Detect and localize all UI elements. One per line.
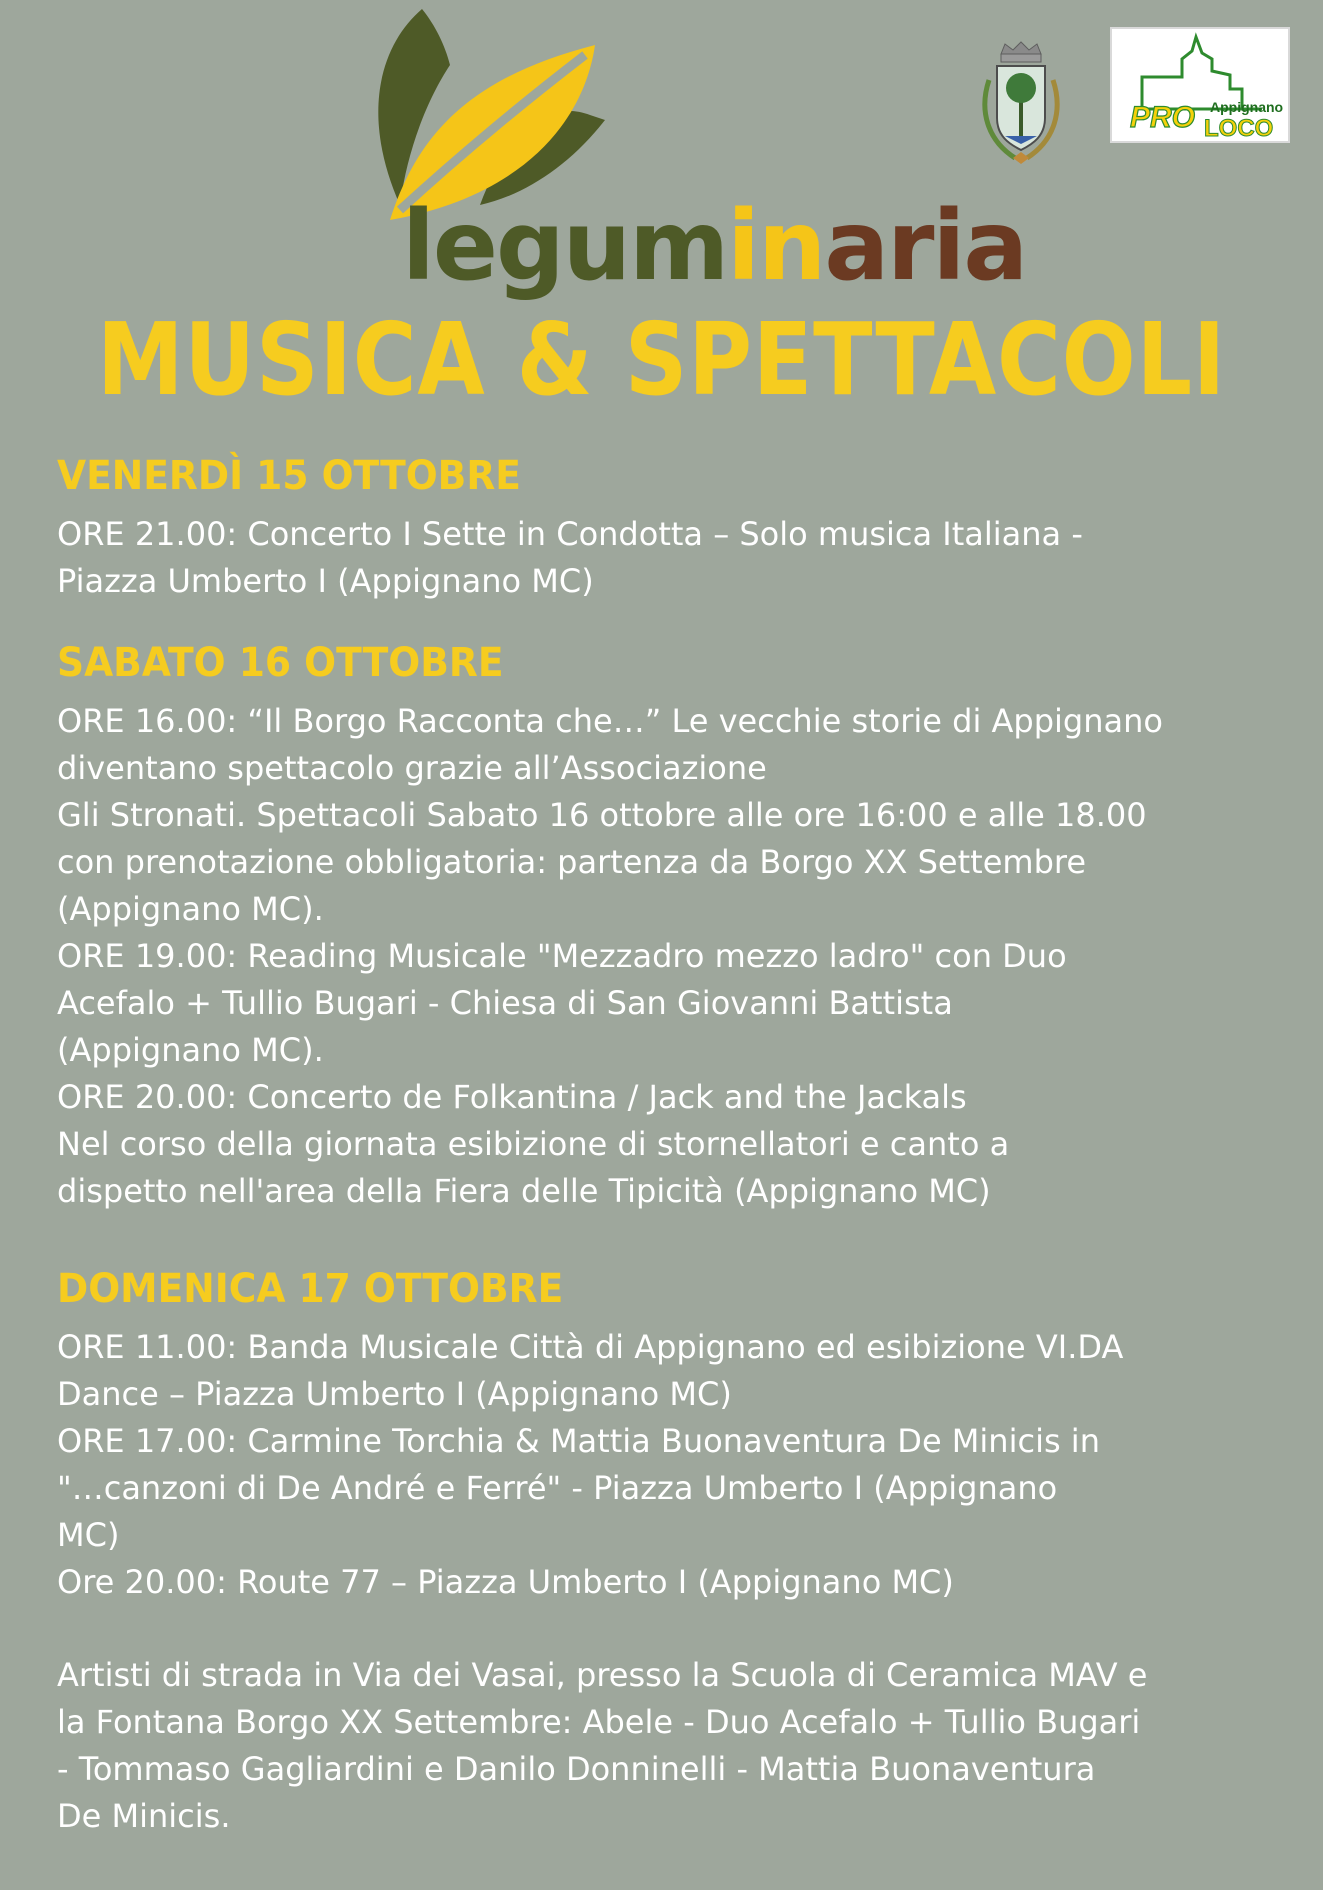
day-section-sunday	[57, 1261, 1307, 1606]
event-line: MC)	[57, 1516, 120, 1554]
appignano-crest-icon	[975, 40, 1067, 168]
event-line: con prenotazione obbligatoria: partenza da Borgo XX Settembre	[57, 843, 1087, 881]
page-title: MUSICA & SPETTACOLI	[96, 301, 1227, 418]
event-line: dispetto nell'area della Fiera delle Tipicità (Appignano MC)	[57, 1172, 991, 1210]
day-section-friday	[57, 448, 1307, 605]
event-line: (Appignano MC).	[57, 1031, 324, 1069]
proloco-logo	[1110, 27, 1290, 143]
schedule-content	[57, 448, 1307, 1840]
day-heading: DOMENICA 17 OTTOBRE	[57, 1266, 564, 1312]
event-line: diventano spettacolo grazie all’Associazione	[57, 749, 767, 787]
day-heading: VENERDÌ 15 OTTOBRE	[57, 453, 521, 499]
day-heading: SABATO 16 OTTOBRE	[57, 640, 504, 686]
proloco-loco-text: LOCO	[1204, 115, 1274, 142]
event-line: ORE 20.00: Concerto de Folkantina / Jack and the Jackals	[57, 1078, 967, 1116]
event-line: ORE 21.00: Concerto I Sette in Condotta – Solo musica Italiana -	[57, 515, 1083, 553]
event-line: ORE 16.00: “Il Borgo Racconta che…” Le vecchie storie di Appignano	[57, 702, 1163, 740]
leguminaria-wordmark	[402, 190, 1027, 302]
footer-line: la Fontana Borgo XX Settembre: Abele - Duo Acefalo + Tullio Bugari	[57, 1703, 1141, 1741]
footer-line: Artisti di strada in Via dei Vasai, presso la Scuola di Ceramica MAV e	[57, 1656, 1148, 1694]
event-line: (Appignano MC).	[57, 890, 324, 928]
event-line: ORE 19.00: Reading Musicale "Mezzadro mezzo ladro" con Duo	[57, 937, 1067, 975]
footer-line: - Tommaso Gagliardini e Danilo Donninelli - Mattia Buonaventura	[57, 1750, 1096, 1788]
event-line: Gli Stronati. Spettacoli Sabato 16 ottobre alle ore 16:00 e alle 18.00	[57, 796, 1147, 834]
event-line: ORE 11.00: Banda Musicale Città di Appignano ed esibizione VI.DA	[57, 1328, 1124, 1366]
event-line: ORE 17.00: Carmine Torchia & Mattia Buonaventura De Minicis in	[57, 1422, 1100, 1460]
event-line: Piazza Umberto I (Appignano MC)	[57, 562, 594, 600]
proloco-town-text: Appignano	[1210, 99, 1284, 115]
event-line: Dance – Piazza Umberto I (Appignano MC)	[57, 1375, 732, 1413]
street-artists-section	[57, 1652, 1307, 1840]
event-line: "…canzoni di De André e Ferré" - Piazza Umberto I (Appignano	[57, 1469, 1058, 1507]
event-line: Nel corso della giornata esibizione di stornellatori e canto a	[57, 1125, 1010, 1163]
wordmark-legum: legum	[402, 190, 728, 302]
proloco-pro-text: PRO	[1130, 101, 1196, 134]
wordmark-in: in	[727, 190, 825, 302]
day-section-saturday	[57, 635, 1307, 1215]
event-line: Acefalo + Tullio Bugari - Chiesa di San Giovanni Battista	[57, 984, 953, 1022]
footer-line: De Minicis.	[57, 1797, 231, 1835]
event-line: Ore 20.00: Route 77 – Piazza Umberto I (Appignano MC)	[57, 1563, 954, 1601]
wordmark-aria: aria	[824, 190, 1027, 302]
